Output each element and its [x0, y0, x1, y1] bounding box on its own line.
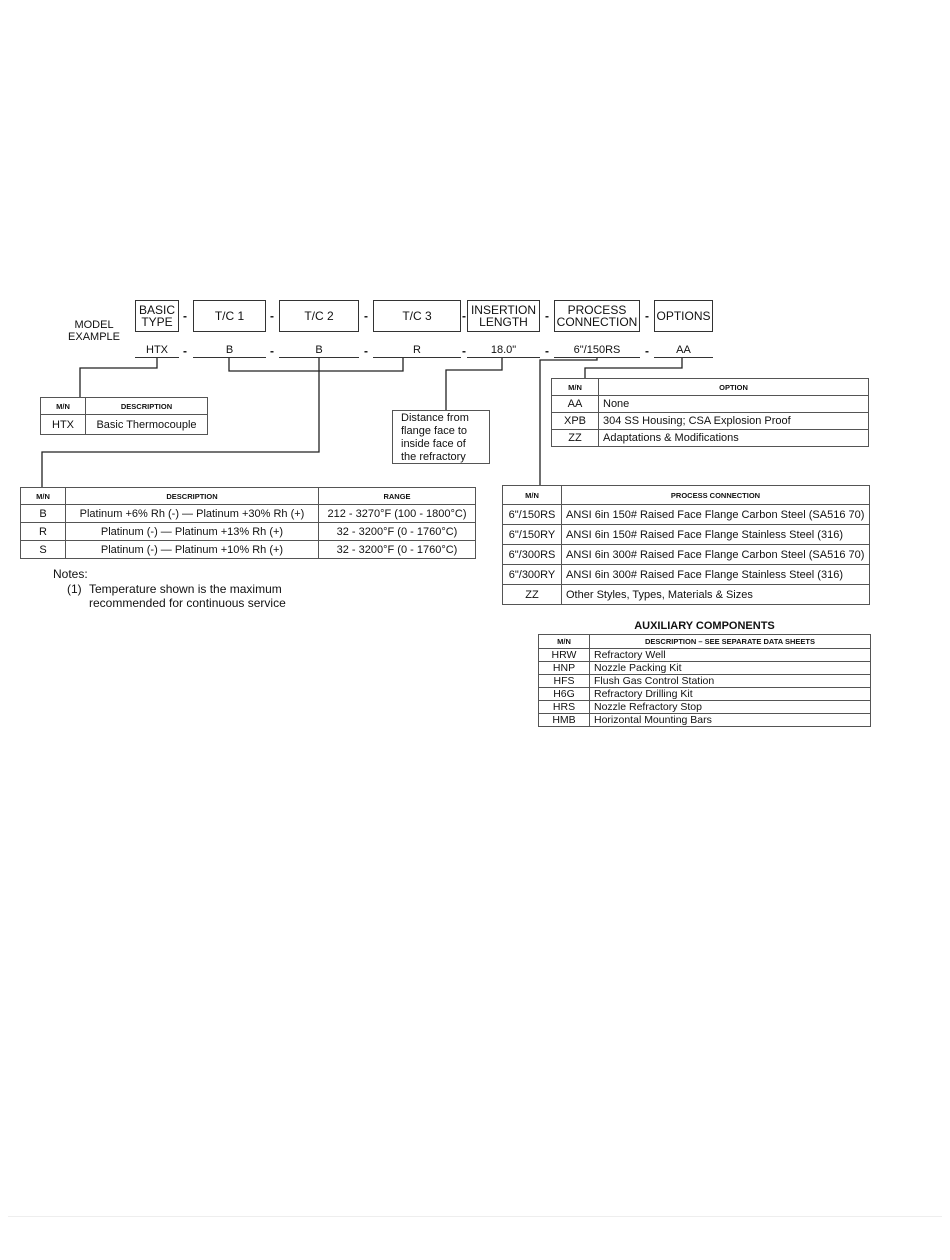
cell-mn: 6"/300RS	[503, 545, 562, 565]
cell-description: Refractory Well	[590, 649, 871, 662]
cell-mn: R	[21, 523, 66, 541]
table-row	[552, 430, 869, 447]
footer-divider	[8, 1216, 942, 1217]
table-row	[503, 545, 870, 565]
table-row	[539, 649, 871, 662]
col-header: DESCRIPTION	[86, 398, 208, 415]
connector-options	[585, 358, 682, 378]
table-row	[41, 415, 208, 435]
value-process-connection: 6"/150RS	[554, 343, 640, 358]
options-table	[551, 378, 869, 447]
col-header: PROCESS CONNECTION	[562, 486, 870, 505]
tc2-box: T/C 2	[279, 300, 359, 332]
cell-description: ANSI 6in 150# Raised Face Flange Stainless Steel (316)	[562, 525, 870, 545]
cell-mn: AA	[552, 396, 599, 413]
cell-mn: HTX	[41, 415, 86, 435]
cell-description: Platinum (-) — Platinum +10% Rh (+)	[66, 541, 319, 559]
cell-mn: HFS	[539, 675, 590, 688]
cell-range: 212 - 3270°F (100 - 1800°C)	[319, 505, 476, 523]
tc1-box: T/C 1	[193, 300, 266, 332]
value-separator: -	[183, 344, 187, 358]
header-separator: -	[183, 309, 187, 323]
value-basic-type: HTX	[135, 343, 179, 358]
col-header: DESCRIPTION	[66, 488, 319, 505]
col-header: M/N	[552, 379, 599, 396]
table-row	[539, 701, 871, 714]
cell-mn: 6"/300RY	[503, 565, 562, 585]
cell-mn: ZZ	[552, 430, 599, 447]
aux-title: AUXILIARY COMPONENTS	[634, 620, 775, 632]
options-box: OPTIONS	[654, 300, 713, 332]
cell-mn: HMB	[539, 714, 590, 727]
table-row	[539, 675, 871, 688]
value-insertion-length: 18.0"	[467, 343, 540, 358]
cell-description: Basic Thermocouple	[86, 415, 208, 435]
col-header: M/N	[539, 635, 590, 649]
basic-type-box: BASIC TYPE	[135, 300, 179, 332]
value-separator: -	[545, 344, 549, 358]
value-separator: -	[270, 344, 274, 358]
table-row	[21, 523, 476, 541]
aux-components-table	[538, 634, 871, 727]
cell-description: Nozzle Packing Kit	[590, 662, 871, 675]
process-connection-box: PROCESS CONNECTION	[554, 300, 640, 332]
table-row	[21, 505, 476, 523]
cell-mn: ZZ	[503, 585, 562, 605]
connector-insertion	[446, 358, 502, 411]
value-tc3: R	[373, 343, 461, 358]
model-label-line1: MODEL	[74, 319, 114, 331]
col-header: OPTION	[599, 379, 869, 396]
cell-mn: 6"/150RY	[503, 525, 562, 545]
cell-description: Refractory Drilling Kit	[590, 688, 871, 701]
table-row	[539, 662, 871, 675]
table-row	[503, 525, 870, 545]
col-header: RANGE	[319, 488, 476, 505]
cell-mn: H6G	[539, 688, 590, 701]
cell-range: 32 - 3200°F (0 - 1760°C)	[319, 541, 476, 559]
table-row	[503, 505, 870, 525]
cell-description: Platinum (-) — Platinum +13% Rh (+)	[66, 523, 319, 541]
connector-tc-bracket	[229, 358, 403, 371]
notes-title: Notes:	[53, 567, 88, 581]
insertion-length-note: Distance from flange face to inside face of the refractory	[392, 410, 490, 464]
table-row	[552, 413, 869, 430]
cell-option: 304 SS Housing; CSA Explosion Proof	[599, 413, 869, 430]
cell-range: 32 - 3200°F (0 - 1760°C)	[319, 523, 476, 541]
process-connection-table	[502, 485, 870, 605]
cell-mn: HRW	[539, 649, 590, 662]
col-header: DESCRIPTION – SEE SEPARATE DATA SHEETS	[590, 635, 871, 649]
table-row	[503, 565, 870, 585]
table-row	[552, 396, 869, 413]
value-tc1: B	[193, 343, 266, 358]
cell-description: ANSI 6in 300# Raised Face Flange Carbon Steel (SA516 70)	[562, 545, 870, 565]
table-row	[539, 714, 871, 727]
cell-description: ANSI 6in 150# Raised Face Flange Carbon Steel (SA516 70)	[562, 505, 870, 525]
value-tc2: B	[279, 343, 359, 358]
table-row	[503, 585, 870, 605]
value-separator: -	[645, 344, 649, 358]
col-header: M/N	[21, 488, 66, 505]
header-separator: -	[270, 309, 274, 323]
table-row	[539, 688, 871, 701]
cell-description: Horizontal Mounting Bars	[590, 714, 871, 727]
header-separator: -	[545, 309, 549, 323]
cell-mn: S	[21, 541, 66, 559]
cell-description: Nozzle Refractory Stop	[590, 701, 871, 714]
col-header: M/N	[41, 398, 86, 415]
cell-description: Flush Gas Control Station	[590, 675, 871, 688]
value-separator: -	[462, 344, 466, 358]
cell-mn: XPB	[552, 413, 599, 430]
cell-description: ANSI 6in 300# Raised Face Flange Stainless Steel (316)	[562, 565, 870, 585]
thermocouple-table	[20, 487, 476, 559]
tc3-box: T/C 3	[373, 300, 461, 332]
value-options: AA	[654, 343, 713, 358]
insertion-length-box: INSERTION LENGTH	[467, 300, 540, 332]
header-separator: -	[645, 309, 649, 323]
note-text: Temperature shown is the maximum recommended for continuous service	[89, 582, 286, 610]
cell-mn: 6"/150RS	[503, 505, 562, 525]
col-header: M/N	[503, 486, 562, 505]
header-separator: -	[462, 309, 466, 323]
value-separator: -	[364, 344, 368, 358]
cell-option: None	[599, 396, 869, 413]
basic-type-table	[40, 397, 208, 435]
cell-mn: B	[21, 505, 66, 523]
cell-description: Other Styles, Types, Materials & Sizes	[562, 585, 870, 605]
cell-mn: HNP	[539, 662, 590, 675]
connector-basic-type	[80, 358, 157, 398]
model-label-line2: EXAMPLE	[68, 331, 120, 343]
cell-mn: HRS	[539, 701, 590, 714]
cell-option: Adaptations & Modifications	[599, 430, 869, 447]
note-number: (1)	[67, 582, 82, 596]
header-separator: -	[364, 309, 368, 323]
cell-description: Platinum +6% Rh (-) — Platinum +30% Rh (+)	[66, 505, 319, 523]
table-row	[21, 541, 476, 559]
